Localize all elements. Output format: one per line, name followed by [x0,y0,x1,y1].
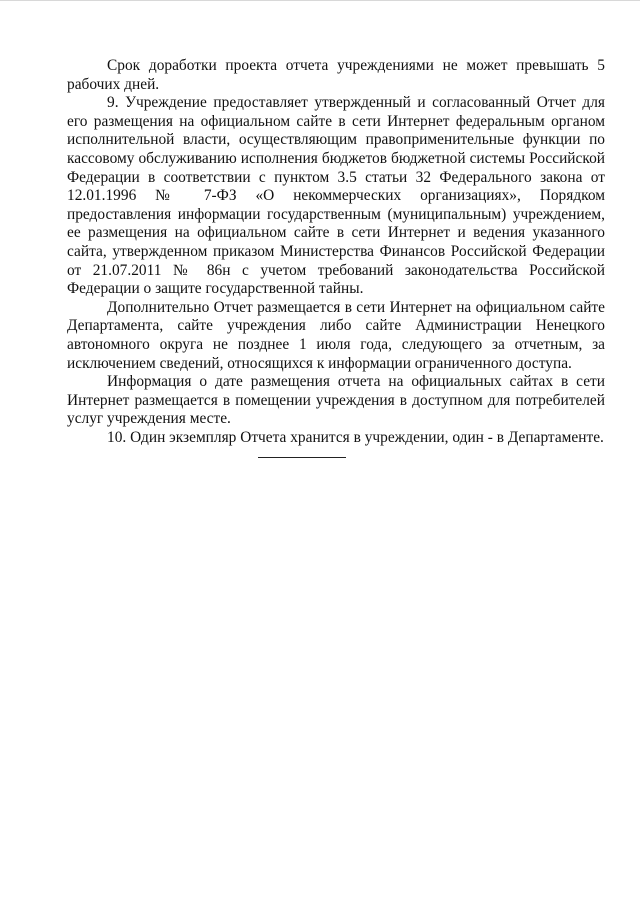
paragraph-item-10: 10. Один экземпляр Отчета хранится в учреждении, один - в Департаменте. [107,428,604,446]
document-page [67,57,605,447]
paragraph-revision-term: Срок доработки проекта отчета учреждениями не может превышать 5 рабочих дней. [67,57,605,93]
paragraph-publication-date-info: Информация о дате размещения отчета на официальных сайтах в сети Интернет размещается в помещении учреждения в доступном для потребителей услуг учреждения месте. [67,373,605,428]
paragraph-additional-publication: Дополнительно Отчет размещается в сети Интернет на официальном сайте Департамента, сайте учреждения либо сайте Администрации Ненецкого автономного округа не позднее 1 июля года, следующего за отчетным, за исключением сведений, относящихся к информации ограниченного доступа. [67,298,605,372]
end-of-document-rule [258,457,346,458]
scan-top-edge [0,0,640,1]
paragraph-item-9: 9. Учреждение предоставляет утвержденный и согласованный Отчет для его размещения на официальном сайте в сети Интернет федеральным органом исполнительной власти, осуществляющим правоприменительные функции по кассовому обслуживанию исполнения бюджетов бюджетной системы Российской Федерации в соответствии с пунктом 3.5 статьи 32 Федерального закона от 12.01.1996 № 7-ФЗ «О некоммерческих организациях», Порядком предоставления информации государственным (муниципальным) учреждением, ее размещения на официальном сайте в сети Интернет и ведения указанного сайта, утвержденном приказом Министерства Финансов Российской Федерации от 21.07.2011 № 86н с учетом требований законодательства Российской Федерации о защите государственной тайны. [67,94,605,298]
